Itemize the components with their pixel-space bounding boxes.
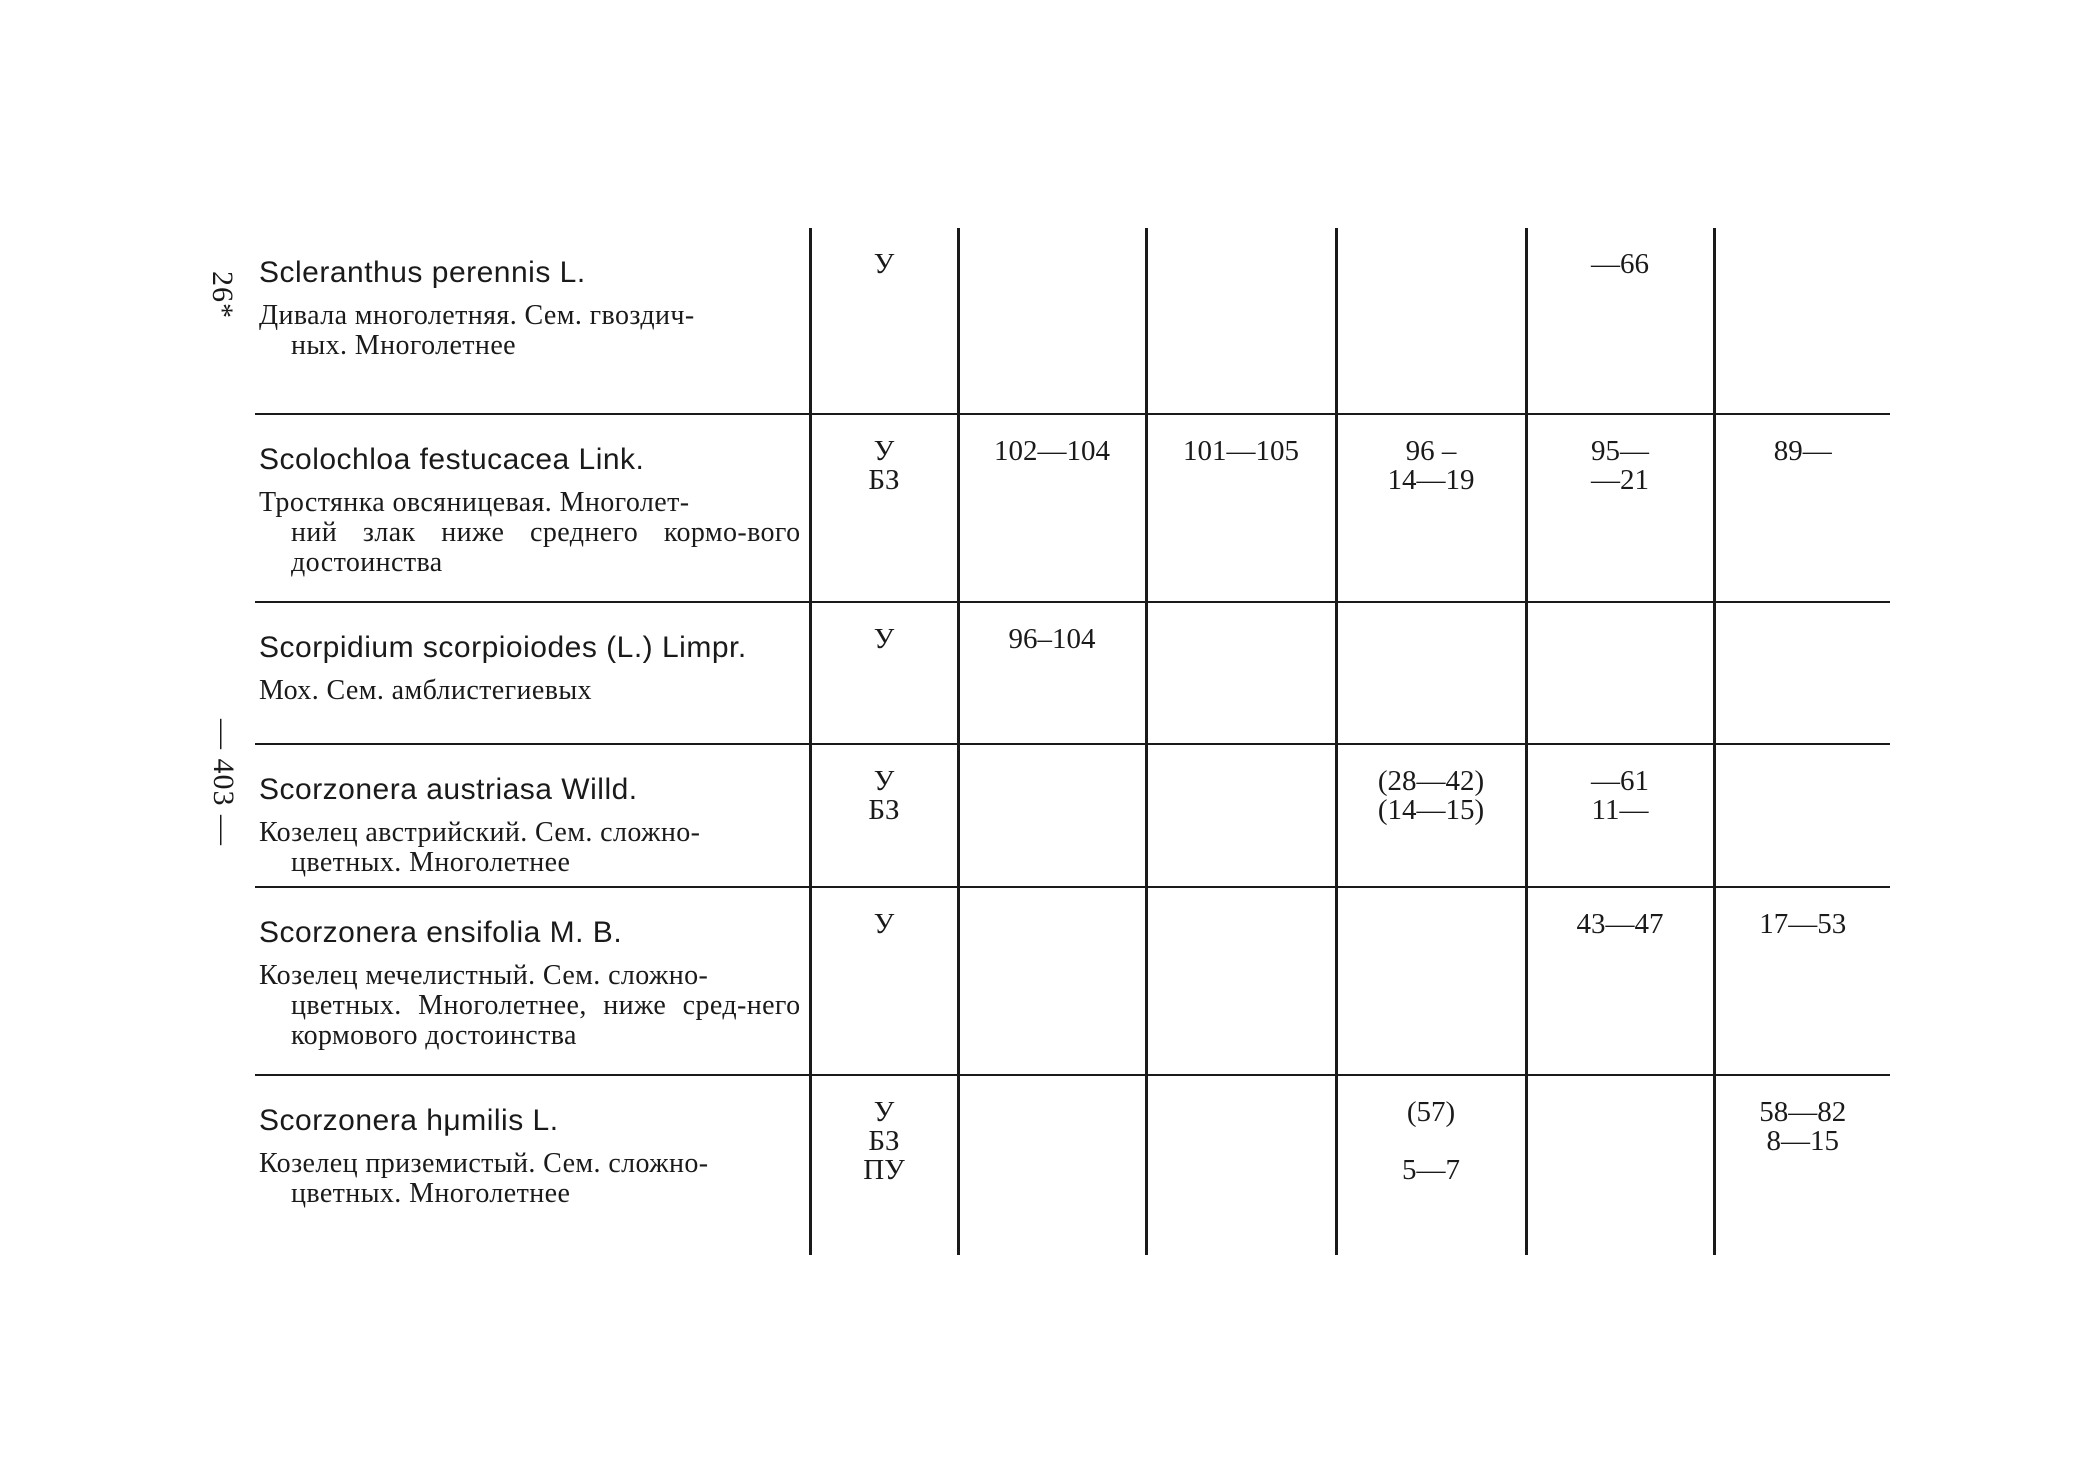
zone-cell: У [810, 887, 958, 1075]
value-cell-2 [1146, 1075, 1336, 1255]
value-cell-3 [1336, 887, 1526, 1075]
species-description: Козелец приземистый. Сем. сложно- цветных. Многолетнее [259, 1148, 709, 1209]
value-cell-1 [958, 228, 1146, 414]
value-cell-3 [1336, 228, 1526, 414]
value-cell-4 [1526, 1075, 1714, 1255]
value-cell-5 [1714, 744, 1890, 887]
value-cell-4: 43—47 [1526, 887, 1714, 1075]
value-cell-2 [1146, 887, 1336, 1075]
value-cell-1 [958, 744, 1146, 887]
zone-cell: У БЗ [810, 744, 958, 887]
value-cell-2 [1146, 744, 1336, 887]
value-cell-2 [1146, 602, 1336, 744]
value-cell-1 [958, 1075, 1146, 1255]
value-cell-4 [1526, 602, 1714, 744]
latin-name: Scolochloa festucacea Link. [259, 443, 645, 476]
table-row [255, 1075, 1890, 1255]
value-cell-4: 95— —21 [1526, 414, 1714, 602]
value-cell-3: (57) 5—7 [1336, 1075, 1526, 1255]
species-description: Мох. Сем. амблистегиевых [259, 675, 592, 706]
species-cell [255, 887, 810, 1075]
zone-cell: У [810, 228, 958, 414]
value-cell-1: 96–104 [958, 602, 1146, 744]
value-cell-4: —61 11— [1526, 744, 1714, 887]
value-cell-5 [1714, 602, 1890, 744]
value-cell-3 [1336, 602, 1526, 744]
species-table [255, 228, 1890, 1255]
latin-name: Scorzonera hμmilis L. [259, 1104, 559, 1137]
species-cell [255, 414, 810, 602]
zone-cell: У БЗ [810, 414, 958, 602]
value-cell-2: 101—105 [1146, 414, 1336, 602]
latin-name: Scorpidium scorpioiodes (L.) Limpr. [259, 631, 747, 664]
table-row [255, 887, 1890, 1075]
value-cell-5: 17—53 [1714, 887, 1890, 1075]
species-cell [255, 744, 810, 887]
latin-name: Scorzonera austriasa Willd. [259, 773, 638, 806]
signature-mark: 26* [206, 271, 239, 319]
value-cell-2 [1146, 228, 1336, 414]
species-description: Козелец австрийский. Сем. сложно- цветных. Многолетнее [259, 817, 701, 878]
table-row [255, 228, 1890, 414]
value-cell-5: 58—82 8—15 [1714, 1075, 1890, 1255]
species-cell [255, 228, 810, 414]
table-row [255, 602, 1890, 744]
species-cell [255, 1075, 810, 1255]
species-description: Дивала многолетняя. Сем. гвоздич- ных. Многолетнее [259, 300, 695, 361]
page-number: — 403 — [207, 719, 240, 846]
species-cell [255, 602, 810, 744]
value-cell-4: —66 [1526, 228, 1714, 414]
table-row [255, 744, 1890, 887]
value-cell-5 [1714, 228, 1890, 414]
species-description: Козелец мечелистный. Сем. сложно- цветных. Многолетнее, ниже сред-него кормового достоинства [259, 960, 801, 1051]
species-description: Тростянка овсяницевая. Многолет- ний злак ниже среднего кормо-вого достоинства [259, 487, 801, 578]
value-cell-3: (28—42) (14—15) [1336, 744, 1526, 887]
value-cell-1 [958, 887, 1146, 1075]
value-cell-5: 89— [1714, 414, 1890, 602]
zone-cell: У БЗ ПУ [810, 1075, 958, 1255]
value-cell-1: 102—104 [958, 414, 1146, 602]
latin-name: Scorzonera ensifolia M. B. [259, 916, 623, 949]
latin-name: Scleranthus perennis L. [259, 256, 586, 289]
table-row [255, 414, 1890, 602]
value-cell-3: 96 – 14—19 [1336, 414, 1526, 602]
zone-cell: У [810, 602, 958, 744]
